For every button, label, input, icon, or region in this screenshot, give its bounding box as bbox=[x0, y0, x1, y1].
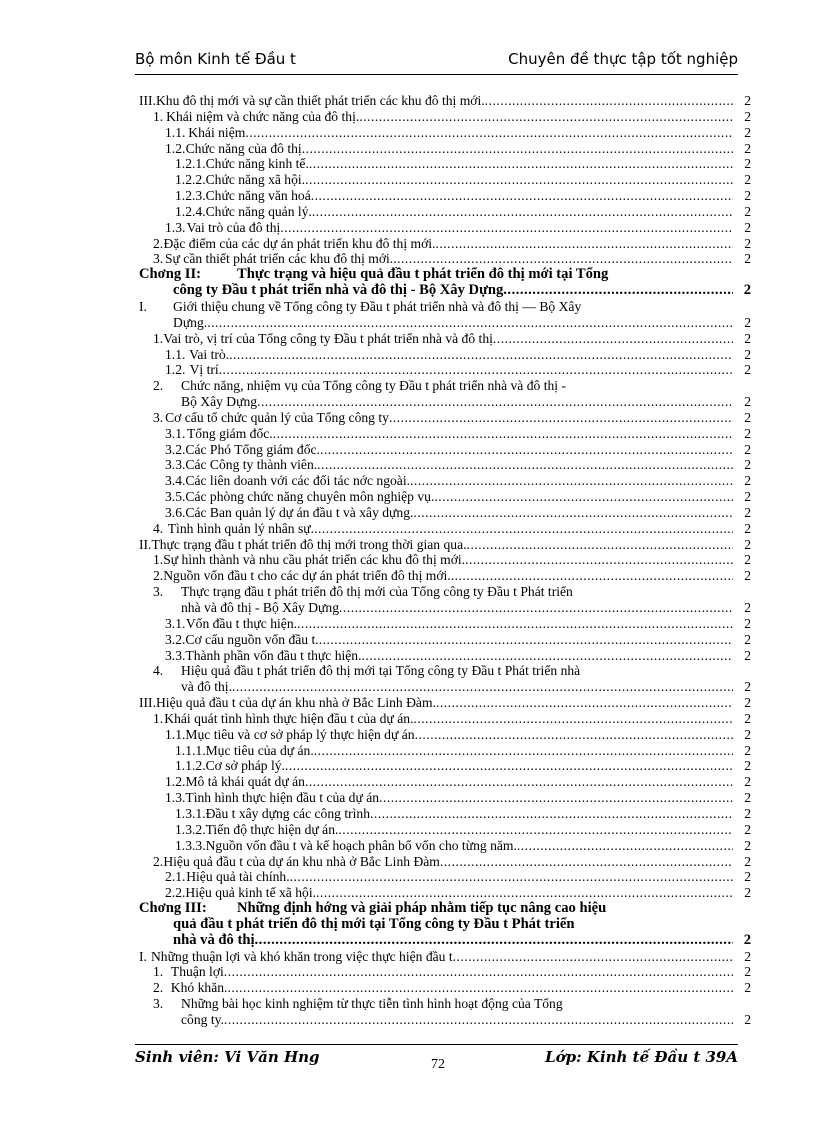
toc-number: 3. bbox=[153, 996, 164, 1012]
toc-number: 2. bbox=[153, 378, 164, 394]
toc-entry[interactable] bbox=[139, 220, 751, 236]
toc-leader-dots bbox=[389, 410, 733, 426]
page-number: 72 bbox=[431, 1057, 445, 1072]
toc-title: Thực trạng đầu t phát triển đô thị mới trong thời gian qua. bbox=[151, 536, 467, 552]
toc-page: 2 bbox=[744, 330, 751, 346]
toc-leader-dots bbox=[436, 695, 733, 711]
toc-leader-dots bbox=[297, 616, 733, 632]
header-department: Bộ môn Kinh tế Đầu t bbox=[135, 50, 296, 68]
toc-number: II. bbox=[139, 536, 152, 552]
toc-entry[interactable] bbox=[139, 758, 751, 774]
toc-leader-dots bbox=[273, 426, 733, 442]
toc-title: Khái niệm bbox=[188, 124, 246, 140]
toc-entry[interactable] bbox=[139, 378, 751, 410]
toc-leader-dots bbox=[413, 505, 733, 521]
toc-title-continued: và đô thị. bbox=[181, 679, 232, 695]
toc-page: 2 bbox=[744, 980, 751, 996]
toc-page: 2 bbox=[744, 615, 751, 631]
toc-title-continued: Bộ Xây Dựng bbox=[181, 394, 258, 410]
toc-number: 2. bbox=[153, 235, 164, 251]
toc-number: 2.1. bbox=[165, 869, 186, 885]
toc-entry[interactable] bbox=[139, 505, 751, 521]
toc-number: 1.2.4. bbox=[175, 203, 206, 219]
toc-page: 2 bbox=[743, 932, 751, 948]
toc-page: 2 bbox=[744, 647, 751, 663]
toc-page: 2 bbox=[744, 457, 751, 473]
toc-title: Vai trò của đô thị bbox=[186, 219, 281, 235]
toc-page: 2 bbox=[744, 774, 751, 790]
toc-leader-dots bbox=[305, 172, 733, 188]
toc-page: 2 bbox=[744, 869, 751, 885]
toc-title: Các Công ty thành viên. bbox=[185, 457, 318, 473]
toc-entry[interactable] bbox=[139, 663, 751, 695]
toc-title-continued: quả đầu t phát triển đô thị mới tại Tổng công ty Đầu t Phát triển bbox=[173, 916, 575, 932]
toc-number: 1. bbox=[153, 964, 164, 980]
toc-title: Tổng giám đốc. bbox=[187, 425, 273, 441]
toc-entry[interactable] bbox=[139, 489, 751, 505]
toc-leader-dots bbox=[435, 236, 733, 252]
toc-entry[interactable] bbox=[139, 964, 751, 980]
toc-number: 2. bbox=[153, 568, 164, 584]
toc-entry[interactable] bbox=[139, 251, 751, 267]
toc-number: 2.2. bbox=[165, 885, 186, 901]
toc-page: 2 bbox=[744, 409, 751, 425]
toc-leader-dots bbox=[314, 521, 733, 537]
toc-leader-dots bbox=[314, 743, 733, 759]
toc-entry[interactable] bbox=[139, 854, 751, 870]
toc-number: 3.6. bbox=[165, 504, 186, 520]
table-of-contents bbox=[139, 93, 751, 1028]
toc-page: 2 bbox=[744, 219, 751, 235]
toc-number: 4. bbox=[153, 663, 164, 679]
toc-number: 3. bbox=[153, 409, 164, 425]
toc-title: Khu đô thị mới và sự cần thiết phát triển các khu đô thị mới. bbox=[155, 93, 485, 108]
toc-title: Những bài học kinh nghiệm từ thực tiễn tình hình hoạt động của Tổng bbox=[181, 996, 563, 1012]
toc-entry[interactable] bbox=[139, 521, 751, 537]
toc-title: Những thuận lợi và khó khăn trong việc thực hiện đầu t bbox=[150, 948, 453, 964]
toc-page: 2 bbox=[744, 504, 751, 520]
toc-title: Hiệu quả tài chính. bbox=[186, 869, 290, 885]
toc-page: 2 bbox=[744, 441, 751, 457]
toc-entry[interactable] bbox=[139, 93, 751, 109]
toc-title: Vai trò. bbox=[189, 346, 230, 362]
toc-number: 3.1. bbox=[165, 615, 186, 631]
toc-title: Cơ sở pháp lý. bbox=[205, 758, 285, 774]
toc-number: III. bbox=[139, 695, 156, 711]
toc-title: Mô tả khái quát dự án bbox=[185, 774, 305, 790]
header-report-title: Chuyên đề thực tập tốt nghiệp bbox=[508, 50, 738, 68]
toc-page: 2 bbox=[744, 631, 751, 647]
toc-entry[interactable] bbox=[139, 473, 751, 489]
toc-number: 3. bbox=[153, 584, 164, 600]
toc-leader-dots bbox=[451, 568, 733, 584]
toc-entry[interactable] bbox=[139, 695, 751, 711]
toc-title: Khái quát tình hình thực hiện đầu t của dự án. bbox=[164, 710, 414, 726]
toc-page: 2 bbox=[744, 362, 751, 378]
toc-number: 1.1.1. bbox=[175, 742, 206, 758]
toc-title: Nguồn vốn đầu t cho các dự án phát triển đô thị mới. bbox=[163, 568, 451, 584]
toc-leader-dots bbox=[339, 600, 733, 616]
toc-leader-dots bbox=[312, 204, 733, 220]
toc-leader-dots bbox=[338, 822, 733, 838]
toc-leader-dots bbox=[257, 394, 733, 410]
toc-leader-dots bbox=[413, 711, 733, 727]
toc-page: 2 bbox=[744, 140, 751, 156]
toc-number: 3.1. bbox=[165, 425, 186, 441]
toc-title: Đầu t xây dựng các công trình bbox=[205, 805, 370, 821]
toc-title: Các Phó Tổng giám đốc. bbox=[185, 441, 320, 457]
toc-entry[interactable] bbox=[139, 537, 751, 553]
toc-leader-dots bbox=[317, 457, 733, 473]
toc-page: 2 bbox=[744, 726, 751, 742]
toc-leader-dots bbox=[467, 537, 733, 553]
toc-page: 2 bbox=[744, 552, 751, 568]
toc-page: 2 bbox=[744, 536, 751, 552]
toc-number: III. bbox=[139, 93, 156, 108]
toc-title: Thực trạng đầu t phát triển đô thị mới của Tổng công ty Đầu t Phát triển bbox=[181, 584, 573, 600]
toc-page: 2 bbox=[744, 837, 751, 853]
toc-entry[interactable] bbox=[139, 457, 751, 473]
page-header bbox=[135, 44, 738, 75]
toc-number: 2. bbox=[153, 980, 164, 996]
toc-title-continued: công ty Đầu t phát triển nhà và đô thị - Bộ Xây Dựng bbox=[173, 283, 504, 299]
toc-page: 2 bbox=[744, 235, 751, 251]
toc-entry[interactable] bbox=[139, 632, 751, 648]
toc-title-continued: Dựng. bbox=[173, 314, 208, 330]
toc-leader-dots bbox=[219, 362, 733, 378]
toc-title-continued: công ty. bbox=[181, 1011, 224, 1027]
toc-entry[interactable] bbox=[139, 236, 751, 252]
toc-entry[interactable] bbox=[139, 204, 751, 220]
toc-page: 2 bbox=[744, 964, 751, 980]
toc-page: 2 bbox=[744, 600, 751, 615]
toc-entry[interactable] bbox=[139, 616, 751, 632]
toc-entry[interactable] bbox=[139, 426, 751, 442]
toc-number: 1.3. bbox=[165, 790, 186, 806]
toc-title: Vốn đầu t thực hiện. bbox=[185, 615, 298, 631]
toc-page: 2 bbox=[744, 758, 751, 774]
toc-page: 2 bbox=[744, 520, 751, 536]
footer-class: Lớp: Kinh tế Đầu t 39A bbox=[545, 1048, 738, 1066]
toc-page: 2 bbox=[744, 124, 751, 140]
toc-number: 2. bbox=[153, 853, 164, 869]
toc-entry[interactable] bbox=[139, 188, 751, 204]
toc-title: Giới thiệu chung về Tổng công ty Đầu t phát triển nhà và đô thị — Bộ Xây bbox=[173, 298, 582, 314]
toc-number: 3.4. bbox=[165, 473, 186, 489]
toc-title: Hiệu quả kinh tế xã hội. bbox=[185, 885, 317, 901]
toc-page: 2 bbox=[744, 156, 751, 172]
toc-leader-dots bbox=[285, 758, 733, 774]
toc-title: Cơ cấu nguồn vốn đầu t. bbox=[185, 631, 319, 647]
toc-entry[interactable] bbox=[139, 267, 751, 299]
toc-number: 4. bbox=[153, 520, 164, 536]
toc-number: 3.3. bbox=[165, 647, 186, 663]
toc-leader-dots bbox=[320, 442, 733, 458]
toc-leader-dots bbox=[319, 632, 733, 648]
toc-leader-dots bbox=[415, 727, 733, 743]
toc-entry[interactable] bbox=[139, 109, 751, 125]
toc-entry[interactable] bbox=[139, 838, 751, 854]
toc-leader-dots bbox=[227, 980, 733, 996]
footer-student: Sinh viên: Vi Văn Hng bbox=[135, 1048, 320, 1066]
toc-entry[interactable] bbox=[139, 442, 751, 458]
toc-leader-dots bbox=[224, 1012, 733, 1028]
toc-page: 2 bbox=[744, 1011, 751, 1027]
toc-page: 2 bbox=[744, 346, 751, 362]
toc-title: Các liên doanh với các đối tác nớc ngoài. bbox=[185, 473, 411, 489]
toc-number: Chơng II: bbox=[139, 267, 202, 283]
toc-page: 2 bbox=[744, 679, 751, 695]
toc-number: 1.2.2. bbox=[175, 172, 206, 188]
toc-entry[interactable] bbox=[139, 141, 751, 157]
toc-page: 2 bbox=[744, 885, 751, 901]
toc-page: 2 bbox=[744, 473, 751, 489]
toc-page: 2 bbox=[744, 821, 751, 837]
toc-title: Hiệu quả đầu t phát triển đô thị mới tại Tổng công ty Đầu t Phát triển nhà bbox=[181, 663, 581, 679]
toc-page: 2 bbox=[744, 853, 751, 869]
toc-title: Mục tiêu của dự án. bbox=[205, 742, 314, 758]
toc-leader-dots bbox=[434, 489, 733, 505]
toc-leader-dots bbox=[370, 806, 733, 822]
toc-number: 1. bbox=[153, 330, 164, 346]
toc-title: Vai trò, vị trí của Tổng công ty Đầu t phát triển nhà và đô thị bbox=[163, 330, 493, 346]
page-footer bbox=[135, 1044, 738, 1085]
toc-leader-dots bbox=[410, 473, 733, 489]
toc-title: Hiệu quả đầu t của dự án khu nhà ở Bắc Linh Đàm. bbox=[155, 695, 436, 711]
toc-number: 3.2. bbox=[165, 631, 186, 647]
toc-page: 2 bbox=[744, 93, 751, 108]
toc-number: I. bbox=[139, 948, 147, 964]
toc-entry[interactable] bbox=[139, 568, 751, 584]
toc-number: 3.3. bbox=[165, 457, 186, 473]
toc-number: 1.2. bbox=[165, 362, 186, 378]
toc-entry[interactable] bbox=[139, 869, 751, 885]
toc-title: Sự cần thiết phát triển các khu đô thị mới. bbox=[164, 251, 394, 267]
toc-entry[interactable] bbox=[139, 996, 751, 1028]
toc-leader-dots bbox=[305, 774, 733, 790]
toc-title: Vị trí bbox=[189, 362, 219, 378]
toc-entry[interactable] bbox=[139, 790, 751, 806]
toc-number: 1.2. bbox=[165, 774, 186, 790]
toc-leader-dots bbox=[316, 885, 733, 901]
toc-leader-dots bbox=[517, 838, 733, 854]
toc-title: Chức năng văn hoá bbox=[205, 188, 311, 204]
toc-entry[interactable] bbox=[139, 362, 751, 378]
toc-leader-dots bbox=[379, 790, 733, 806]
toc-page: 2 bbox=[744, 188, 751, 204]
toc-page: 2 bbox=[744, 742, 751, 758]
toc-title: Tiến độ thực hiện dự án. bbox=[205, 821, 339, 837]
toc-page: 2 bbox=[744, 251, 751, 267]
toc-entry[interactable] bbox=[139, 347, 751, 363]
toc-page: 2 bbox=[744, 489, 751, 505]
toc-page: 2 bbox=[744, 314, 751, 330]
toc-title: Đặc điểm của các dự án phát triển khu đô thị mới. bbox=[163, 235, 436, 251]
toc-entry[interactable] bbox=[139, 711, 751, 727]
toc-leader-dots bbox=[245, 125, 733, 141]
toc-number: 1.2.1. bbox=[175, 156, 206, 172]
toc-page: 2 bbox=[743, 283, 751, 299]
toc-leader-dots bbox=[485, 93, 733, 109]
toc-leader-dots bbox=[255, 933, 733, 949]
toc-page: 2 bbox=[744, 172, 751, 188]
toc-number: 1.1. bbox=[165, 346, 186, 362]
toc-entry[interactable] bbox=[139, 806, 751, 822]
toc-page: 2 bbox=[744, 425, 751, 441]
toc-entry[interactable] bbox=[139, 172, 751, 188]
toc-entry[interactable] bbox=[139, 584, 751, 616]
toc-entry[interactable] bbox=[139, 125, 751, 141]
toc-number: 1. bbox=[153, 552, 164, 568]
toc-page: 2 bbox=[744, 695, 751, 711]
toc-number: 1.1. bbox=[165, 124, 186, 140]
toc-title: Các phòng chức năng chuyên môn nghiệp vụ. bbox=[185, 489, 435, 505]
toc-number: 1.3.2. bbox=[175, 821, 206, 837]
toc-number: 1. bbox=[153, 710, 164, 726]
toc-page: 2 bbox=[744, 948, 751, 964]
toc-entry[interactable] bbox=[139, 410, 751, 426]
toc-leader-dots bbox=[207, 315, 733, 331]
toc-leader-dots bbox=[311, 188, 733, 204]
toc-title: Thực trạng và hiệu quả đầu t phát triển đô thị mới tại Tổng bbox=[237, 267, 609, 283]
toc-title: Chức năng quản lý. bbox=[205, 203, 312, 219]
toc-leader-dots bbox=[290, 869, 733, 885]
toc-leader-dots bbox=[503, 283, 733, 299]
toc-leader-dots bbox=[465, 552, 733, 568]
toc-number: 1.3.1. bbox=[175, 805, 206, 821]
toc-title: Khái niệm và chức năng của đô thị. bbox=[166, 108, 360, 124]
toc-entry[interactable] bbox=[139, 980, 751, 996]
toc-page: 2 bbox=[744, 394, 751, 410]
toc-number: 1.3. bbox=[165, 219, 186, 235]
toc-leader-dots bbox=[224, 964, 733, 980]
toc-leader-dots bbox=[302, 141, 733, 157]
toc-title: Chức năng xã hội. bbox=[205, 172, 306, 188]
toc-number: 3.5. bbox=[165, 489, 186, 505]
toc-entry[interactable] bbox=[139, 727, 751, 743]
toc-number: 3.2. bbox=[165, 441, 186, 457]
toc-leader-dots bbox=[229, 347, 733, 363]
toc-entry[interactable] bbox=[139, 552, 751, 568]
toc-title: Thuận lợi bbox=[170, 964, 224, 980]
toc-title: Nguồn vốn đầu t và kế hoạch phân bổ vốn cho từng năm. bbox=[205, 837, 517, 853]
toc-leader-dots bbox=[359, 109, 733, 125]
toc-leader-dots bbox=[280, 220, 733, 236]
toc-title: Chức năng của đô thị bbox=[185, 140, 302, 156]
toc-title: Sự hình thành và nhu cầu phát triển các khu đô thị mới. bbox=[163, 552, 466, 568]
toc-entry[interactable] bbox=[139, 156, 751, 172]
toc-leader-dots bbox=[232, 679, 733, 695]
toc-leader-dots bbox=[362, 648, 733, 664]
toc-page: 2 bbox=[744, 568, 751, 584]
toc-title: Khó khăn. bbox=[170, 980, 228, 996]
toc-page: 2 bbox=[744, 108, 751, 124]
toc-leader-dots bbox=[393, 251, 733, 267]
toc-leader-dots bbox=[493, 331, 733, 347]
toc-number: 1.2.3. bbox=[175, 188, 206, 204]
toc-entry[interactable] bbox=[139, 901, 751, 949]
toc-entry[interactable] bbox=[139, 774, 751, 790]
toc-number: 1.1.2. bbox=[175, 758, 206, 774]
toc-number: 3. bbox=[153, 251, 164, 267]
toc-title: Mục tiêu và cơ sở pháp lý thực hiện dự án bbox=[185, 726, 415, 742]
toc-page: 2 bbox=[744, 203, 751, 219]
toc-leader-dots bbox=[453, 949, 733, 965]
toc-number: 1.3.3. bbox=[175, 837, 206, 853]
toc-entry[interactable] bbox=[139, 743, 751, 759]
toc-number: I. bbox=[139, 298, 147, 314]
toc-entry[interactable] bbox=[139, 949, 751, 965]
toc-title: Các Ban quản lý dự án đầu t và xây dựng. bbox=[185, 504, 414, 520]
toc-title: Những định hớng và giải pháp nhằm tiếp tục nâng cao hiệu bbox=[237, 901, 607, 917]
toc-title: Chức năng kinh tế. bbox=[205, 156, 309, 172]
toc-title: Chức năng, nhiệm vụ của Tổng công ty Đầu t phát triển nhà và đô thị - bbox=[181, 378, 567, 394]
toc-title: Hiệu quả đầu t của dự án khu nhà ở Bắc Linh Đàm bbox=[163, 853, 440, 869]
toc-page: 2 bbox=[744, 790, 751, 806]
toc-title-continued: nhà và đô thị - Bộ Xây Dựng bbox=[181, 600, 340, 615]
toc-number: Chơng III: bbox=[139, 901, 207, 917]
toc-title-continued: nhà và đô thị bbox=[173, 932, 255, 948]
toc-leader-dots bbox=[440, 854, 733, 870]
toc-entry[interactable] bbox=[139, 331, 751, 347]
toc-number: 1. bbox=[153, 108, 164, 124]
toc-title: Tình hình quản lý nhân sự. bbox=[167, 520, 315, 536]
toc-entry[interactable] bbox=[139, 299, 751, 331]
toc-title: Cơ cấu tổ chức quản lý của Tổng công ty bbox=[165, 409, 389, 425]
toc-number: 1.2. bbox=[165, 140, 186, 156]
toc-leader-dots bbox=[309, 156, 733, 172]
toc-number: 1.1. bbox=[165, 726, 186, 742]
toc-entry[interactable] bbox=[139, 885, 751, 901]
toc-entry[interactable] bbox=[139, 822, 751, 838]
toc-entry[interactable] bbox=[139, 648, 751, 664]
toc-page: 2 bbox=[744, 710, 751, 726]
toc-page: 2 bbox=[744, 805, 751, 821]
toc-title: Tình hình thực hiện đầu t của dự án bbox=[185, 790, 380, 806]
toc-title: Thành phần vốn đầu t thực hiện. bbox=[185, 647, 362, 663]
